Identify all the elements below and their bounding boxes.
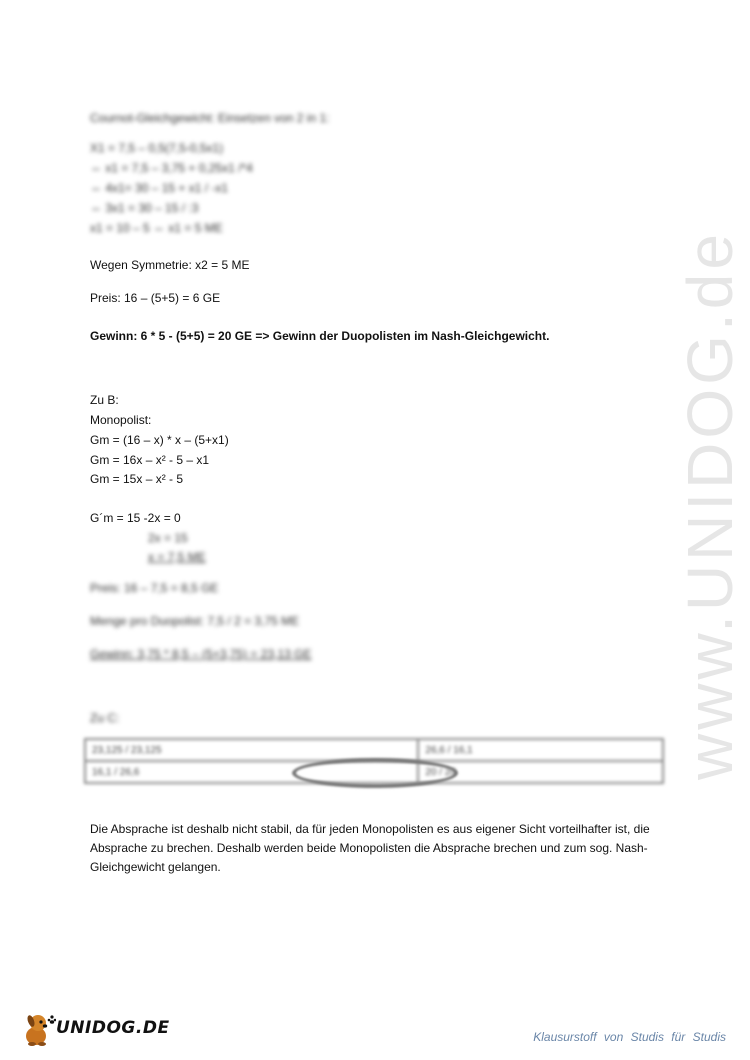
dog-icon [22, 1012, 56, 1048]
derivative-equation: G´m = 15 -2x = 0 [90, 511, 181, 525]
blurred-equation: 2x = 15 [148, 531, 188, 545]
blurred-equation: ⇔ 3x1 = 30 – 15 / :3 [90, 201, 199, 215]
footer-tagline: Klausurstoff von Studis für Studis [533, 1030, 726, 1044]
blurred-quantity: Menge pro Duopolist: 7,5 / 2 = 3,75 ME [90, 614, 300, 628]
blurred-equation: x = 7,5 ME [148, 550, 206, 564]
gm-equation-2: Gm = 16x – x² - 5 – x1 [90, 453, 210, 467]
blurred-profit: Gewinn: 3,75 * 8,5 – (5+3,75) = 23,13 GE [90, 647, 312, 661]
gm-equation-1: Gm = (16 – x) * x – (5+x1) [90, 433, 229, 447]
gm-equation-3: Gm = 15x – x² - 5 [90, 472, 184, 486]
table-cell: 20 / 20 [418, 761, 663, 783]
profit-line: Gewinn: 6 * 5 - (5+5) = 20 GE => Gewinn der Duopolisten im Nash-Gleichgewicht. [90, 329, 550, 343]
symmetry-line: Wegen Symmetrie: x2 = 5 ME [90, 258, 250, 272]
blurred-price: Preis: 16 – 7,5 = 8,5 GE [90, 581, 219, 595]
highlight-ellipse [292, 758, 458, 788]
blurred-equation: x1 = 10 – 5 ⇔ x1 = 5 ME [90, 221, 223, 235]
blurred-equation: ⇔ x1 = 7,5 – 3,75 + 0,25x1 /*4 [90, 161, 253, 175]
blurred-equation: ⇔ 4x1= 30 – 15 + x1 / -x1 [90, 181, 229, 195]
table-cell: 26,6 / 16,1 [418, 739, 663, 761]
logo-text: UNIDOG.DE [56, 1018, 170, 1038]
section-c-heading: Zu C: [90, 711, 120, 725]
section-b-heading: Zu B: [90, 393, 119, 407]
table-cell: 23,125 / 23,125 [85, 739, 418, 761]
conclusion-paragraph: Die Absprache ist deshalb nicht stabil, da für jeden Monopolisten es aus eigener Sicht vorteilhafter ist, die Absprache zu brechen. Deshalb werden beide Monopolisten die Absprache brechen und zum sog. Nash-Gleichgewicht gelangen. [90, 822, 650, 874]
unidog-logo [22, 1012, 172, 1048]
table-cell: 16,1 / 26,6 [85, 761, 418, 783]
blurred-heading: Cournot-Gleichgewicht: Einsetzen von 2 in 1: [90, 111, 330, 125]
monopolist-label: Monopolist: [90, 413, 152, 427]
watermark: www.UNIDOG.de [674, 230, 746, 780]
price-line: Preis: 16 – (5+5) = 6 GE [90, 291, 221, 305]
blurred-equation: X1 = 7,5 – 0,5(7,5-0,5x1) [90, 141, 224, 155]
